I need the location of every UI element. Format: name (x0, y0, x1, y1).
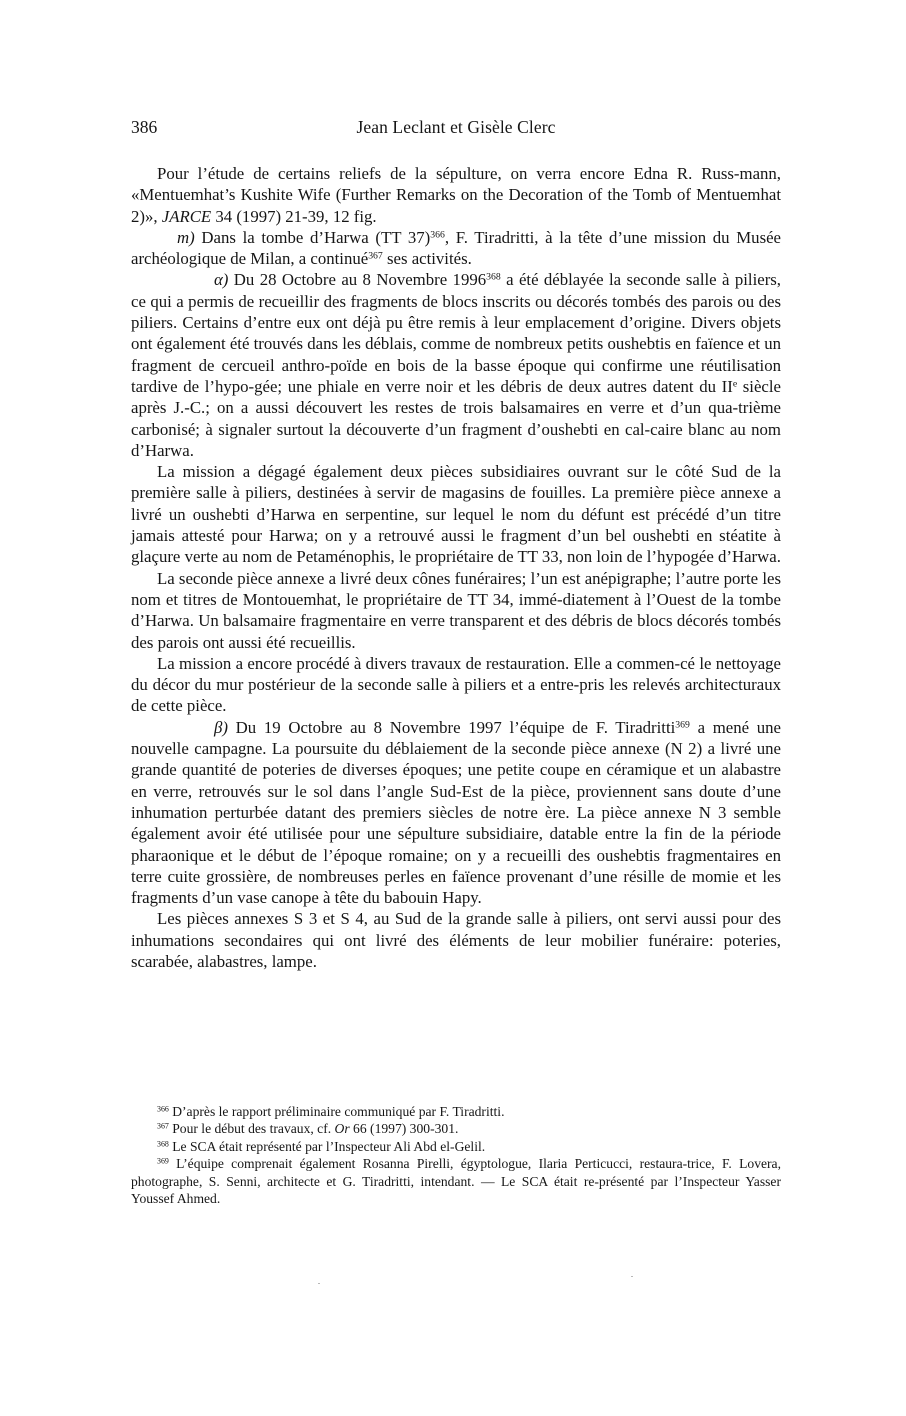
paragraph-harwa (131, 227, 781, 270)
footnote-number: 367 (157, 1122, 169, 1132)
paragraph-second-annex: La seconde pièce annexe a livré deux cônes funéraires; l’un est anépigraphe; l’autre porte les nom et titres de Montouemhat, le propriétaire de TT 34, immé-diatement à l’Ouest de la tombe d’Harwa. Un balsamaire fragmentaire en verre transparent et des débris de blocs décorés tombés des parois ont aussi été recueillis. (131, 568, 781, 652)
page-header (131, 116, 781, 142)
section-label: β) (214, 717, 228, 737)
footnote (131, 1138, 781, 1155)
paragraph-text: a mené une nouvelle campagne. La poursuite du déblaiement de la seconde pièce annexe (N 2) a livré une grande quantité de poteries de diverses époques; une petite coupe en céramique et un alabastre en verre, retrouvés sur le sol dans l’angle Sud-Est de la pièce, proviennent sans doute d’une inhumation perturbée datant des premiers siècles de notre ère. La pièce annexe N 3 semble également avoir été utilisée pour une sépulture subsidiaire, datable entre la fin de la période pharaonique et le début de l’époque romaine; on y a recueilli des oushebtis fragmentaires en terre cuite grossière, de nombreuses perles en faïence provenant d’une résille de momie et les fragments d’un vase canope à tête du babouin Hapy. (131, 717, 782, 908)
footnote-number: 366 (157, 1104, 169, 1114)
paragraph-subsidiary-rooms: La mission a dégagé également deux pièces subsidiaires ouvrant sur le côté Sud de la première salle à piliers, destinées à servir de magasins de fouilles. La première pièce annexe a livré un oushebti d’Harwa en serpentine, sur lequel le nom du défunt est précédé d’un titre jamais attesté pour Harwa; on y a retrouvé aussi le fragment d’un bel oushebti en stéatite à glaçure verte au nom de Petaménophis, le propriétaire de TT 33, non loin de l’hypogée d’Harwa. (131, 462, 781, 567)
journal-title: JARCE (161, 206, 212, 226)
footnotes (131, 1103, 781, 1207)
footnote-text: Pour le début des travaux, cf. (168, 1121, 335, 1137)
footnote-number: 368 (157, 1139, 169, 1149)
main-text (131, 163, 781, 972)
ordinal-suffix: e (732, 378, 738, 390)
footnote-number: 369 (157, 1156, 169, 1166)
paragraph-text: , F. Tiradritti, à la tête d’une mission du Musée archéologique de Milan, a continué (131, 227, 781, 269)
section-label: α) (214, 270, 229, 290)
paragraph-russmann (131, 163, 781, 227)
paragraph-beta (131, 717, 781, 909)
paragraph-text: Pour l’étude de certains reliefs de la sépulture, on verra encore Edna R. Russ-mann, «Mentuemhat’s Kushite Wife (Further Remarks on the Decoration of the Tomb of Mentuemhat 2)», (131, 164, 781, 226)
paragraph-annexes-s3-s4: Les pièces annexes S 3 et S 4, au Sud de la grande salle à piliers, ont servi aussi pour des inhumations secondaires qui ont livré des éléments de leur mobilier funéraire: poteries, scarabée, alabastres, lampe. (131, 909, 781, 971)
footnote-text: Le SCA était représenté par l’Inspecteur Ali Abd el-Gelil. (168, 1138, 486, 1154)
paragraph-text: siècle après J.-C.; on a aussi découvert les restes de trois balsamaires en verre et d’un qua-trième carbonisé; à signaler surtout la découverte d’un fragment d’oushebti en cal-caire blanc au nom d’Harwa. (131, 376, 781, 460)
footnote-ref[interactable]: 368 (486, 272, 501, 284)
section-label: m) (177, 227, 195, 247)
paragraph-restoration: La mission a encore procédé à divers travaux de restauration. Elle a commen-cé le nettoyage du décor du mur postérieur de la seconde salle à piliers et a entre-pris les relevés architecturaux de cette pièce. (131, 653, 781, 716)
paragraph-text: Du 28 Octobre au 8 Novembre 1996 (228, 270, 487, 290)
page-number: 386 (131, 117, 158, 137)
footnote (131, 1103, 781, 1120)
footnote-ref[interactable]: 367 (368, 250, 383, 262)
footnote-ref[interactable]: 366 (430, 229, 445, 241)
journal-abbrev: Or (334, 1121, 350, 1137)
paragraph-text: 34 (1997) 21-39, 12 fig. (211, 206, 377, 226)
paragraph-text: a été déblayée la seconde salle à piliers, ce qui a permis de recueillir des fragments de blocs inscrits ou décorés tombés des parois ou des piliers. Certains d’entre eux ont déjà pu être remis à leur emplacement d’origine. Divers objets ont également été trouvés dans les déblais, comme de nombreux petits oushebtis en faïence et un fragment de cercueil anthro-poïde en bois de la basse époque qui confirme une réutilisation tardive de l’hypo-gée; une phiale en verre noir et les débris de deux autres datent du II (131, 270, 782, 396)
scan-speck (631, 1276, 633, 1277)
paragraph-text: ses activités. (382, 249, 472, 269)
paragraph-text: Du 19 Octobre au 8 Novembre 1997 l’équipe de F. Tiradritti (227, 717, 676, 737)
scan-speck (318, 1283, 320, 1284)
paragraph-text: Dans la tombe d’Harwa (TT 37) (194, 227, 431, 247)
footnote-ref[interactable]: 369 (675, 719, 690, 731)
footnote (131, 1155, 781, 1207)
footnote-text: D’après le rapport préliminaire communiqué par F. Tiradritti. (168, 1104, 505, 1119)
paragraph-alpha (131, 269, 781, 461)
footnote-text: 66 (1997) 300-301. (349, 1121, 459, 1137)
footnote-text: L’équipe comprenait également Rosanna Pirelli, égyptologue, Ilaria Perticucci, restaura-trice, F. Lovera, photographe, S. Senni, architecte et G. Tiradritti, intendant. — Le SCA était re-présenté par l’Inspecteur Yasser Youssef Ahmed. (131, 1156, 781, 1207)
footnote (131, 1120, 781, 1137)
running-head: Jean Leclant et Gisèle Clerc (356, 117, 556, 137)
